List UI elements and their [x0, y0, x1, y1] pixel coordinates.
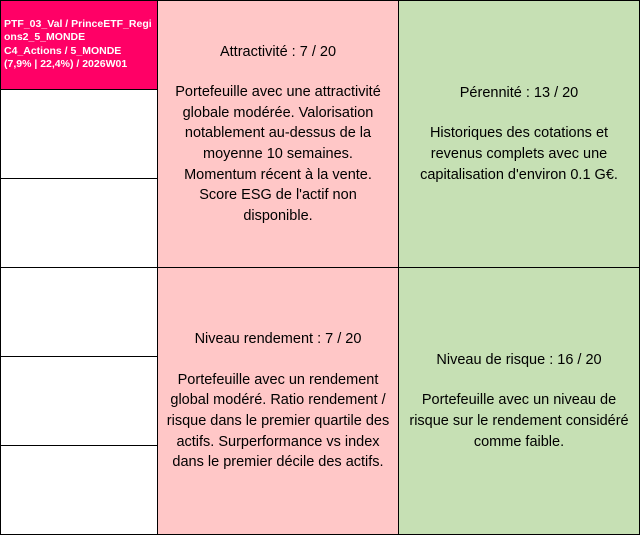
risque-card [398, 267, 640, 535]
side-empty-cell [0, 267, 158, 357]
rendement-text: Portefeuille avec un rendement global modéré. Ratio rendement / risque dans le premier quartile des actifs. Surperformance vs index dans le premier décile des actifs. [166, 371, 390, 471]
risque-text: Portefeuille avec un niveau de risque sur le rendement considéré comme faible. [409, 392, 629, 450]
perennite-heading: Pérennité : 13 / 20 [459, 84, 579, 101]
attractivite-heading: Attractivité : 7 / 20 [219, 43, 337, 60]
portfolio-title: PTF_03_Val / PrinceETF_Regions2_5_MONDE C4_Actions / 5_MONDE (7,9% | 22,4%) / 2026W01 [4, 17, 152, 70]
perennite-card [398, 0, 640, 268]
side-empty-cell [0, 89, 158, 179]
risque-heading: Niveau de risque : 16 / 20 [436, 351, 602, 368]
rendement-heading: Niveau rendement : 7 / 20 [194, 331, 362, 348]
rendement-card [157, 267, 399, 535]
perennite-text: Historiques des cotations et revenus complets avec une capitalisation d'environ 0.1 G€. [420, 125, 618, 183]
attractivite-card [157, 0, 399, 268]
attractivite-text: Portefeuille avec une attractivité globale modérée. Valorisation notablement au-dessus de la moyenne 10 semaines. Momentum récent à la vente. Score ESG de l'actif non disponible. [175, 84, 381, 224]
side-empty-cell [0, 445, 158, 535]
side-empty-cell [0, 178, 158, 268]
side-empty-cell [0, 356, 158, 446]
portfolio-title-cell [0, 0, 158, 90]
